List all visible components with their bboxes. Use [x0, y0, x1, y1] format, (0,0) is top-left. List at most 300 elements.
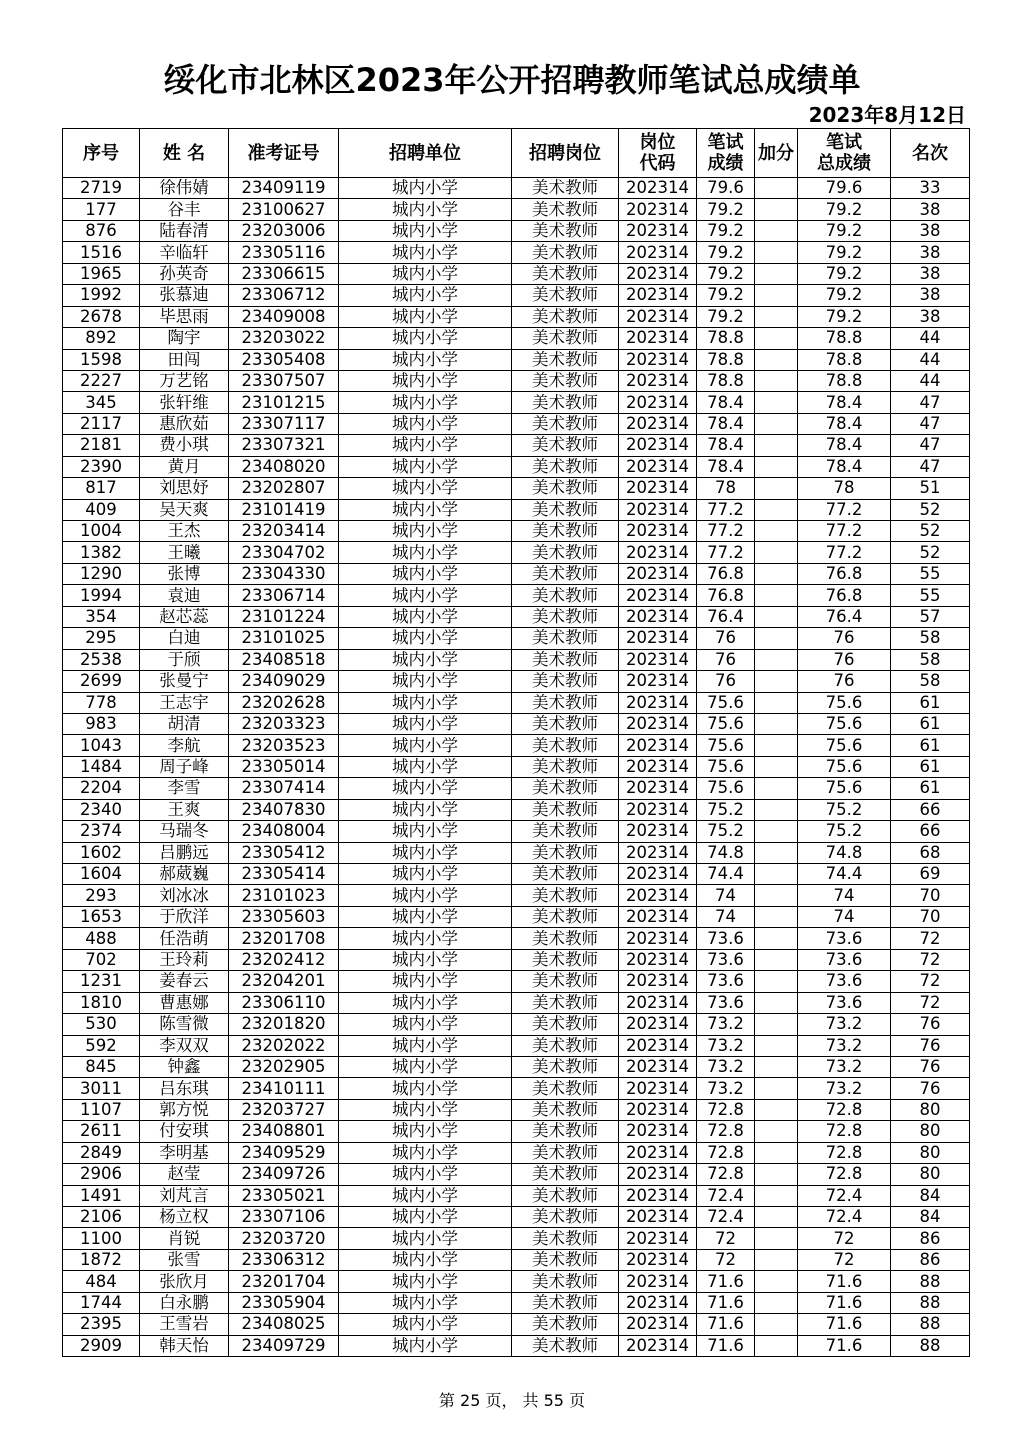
cell-total-score: 74.4 [798, 864, 891, 885]
cell-name: 周子峰 [140, 756, 229, 777]
table-row [63, 671, 970, 692]
cell-position: 美术教师 [512, 649, 619, 670]
cell-position: 美术教师 [512, 478, 619, 499]
cell-position: 美术教师 [512, 285, 619, 306]
cell-bonus [755, 1035, 798, 1056]
cell-serial: 1231 [63, 971, 140, 992]
cell-serial: 1516 [63, 242, 140, 263]
cell-written-score: 78.8 [697, 328, 755, 349]
cell-serial: 295 [63, 628, 140, 649]
cell-employer: 城内小学 [339, 1164, 512, 1185]
cell-written-score: 74.8 [697, 842, 755, 863]
cell-serial: 1484 [63, 756, 140, 777]
cell-serial: 345 [63, 392, 140, 413]
cell-name: 徐伟婧 [140, 178, 229, 199]
cell-serial: 409 [63, 499, 140, 520]
cell-position: 美术教师 [512, 1314, 619, 1335]
cell-exam-id: 23203727 [229, 1099, 339, 1120]
cell-position: 美术教师 [512, 756, 619, 777]
cell-position-code: 202314 [619, 1292, 697, 1313]
table-row [63, 1078, 970, 1099]
cell-bonus [755, 821, 798, 842]
cell-serial: 354 [63, 606, 140, 627]
cell-employer: 城内小学 [339, 735, 512, 756]
cell-rank: 38 [891, 263, 970, 284]
header-bonus: 加分 [755, 129, 798, 178]
cell-serial: 2181 [63, 435, 140, 456]
cell-name: 韩天怡 [140, 1335, 229, 1356]
cell-rank: 61 [891, 735, 970, 756]
cell-total-score: 75.6 [798, 756, 891, 777]
table-row [63, 756, 970, 777]
cell-position-code: 202314 [619, 992, 697, 1013]
cell-name: 钟鑫 [140, 1056, 229, 1077]
cell-position: 美术教师 [512, 735, 619, 756]
cell-total-score: 79.2 [798, 199, 891, 220]
cell-rank: 38 [891, 220, 970, 241]
cell-total-score: 78 [798, 478, 891, 499]
table-row [63, 649, 970, 670]
cell-rank: 58 [891, 628, 970, 649]
report-date: 2023年8月12日 [808, 103, 966, 127]
header-position-code: 岗位 代码 [619, 129, 697, 178]
cell-written-score: 74.4 [697, 864, 755, 885]
cell-serial: 2395 [63, 1314, 140, 1335]
cell-exam-id: 23307414 [229, 778, 339, 799]
cell-total-score: 78.8 [798, 328, 891, 349]
cell-written-score: 73.6 [697, 949, 755, 970]
cell-bonus [755, 1078, 798, 1099]
cell-name: 白迪 [140, 628, 229, 649]
cell-written-score: 73.2 [697, 1078, 755, 1099]
cell-employer: 城内小学 [339, 585, 512, 606]
cell-written-score: 79.6 [697, 178, 755, 199]
cell-employer: 城内小学 [339, 842, 512, 863]
cell-exam-id: 23203006 [229, 220, 339, 241]
cell-employer: 城内小学 [339, 521, 512, 542]
cell-total-score: 72 [798, 1228, 891, 1249]
cell-total-score: 75.6 [798, 692, 891, 713]
cell-position: 美术教师 [512, 435, 619, 456]
cell-bonus [755, 199, 798, 220]
cell-serial: 1382 [63, 542, 140, 563]
cell-employer: 城内小学 [339, 1335, 512, 1356]
cell-employer: 城内小学 [339, 928, 512, 949]
cell-exam-id: 23408518 [229, 649, 339, 670]
cell-written-score: 73.2 [697, 1035, 755, 1056]
table-row [63, 864, 970, 885]
cell-employer: 城内小学 [339, 178, 512, 199]
cell-written-score: 75.6 [697, 692, 755, 713]
cell-serial: 3011 [63, 1078, 140, 1099]
cell-bonus [755, 499, 798, 520]
cell-employer: 城内小学 [339, 649, 512, 670]
cell-written-score: 72 [697, 1249, 755, 1270]
cell-name: 张欣月 [140, 1271, 229, 1292]
header-name: 姓 名 [140, 129, 229, 178]
cell-employer: 城内小学 [339, 456, 512, 477]
cell-written-score: 79.2 [697, 306, 755, 327]
cell-serial: 2227 [63, 370, 140, 391]
table-row [63, 542, 970, 563]
cell-position-code: 202314 [619, 263, 697, 284]
cell-total-score: 75.6 [798, 713, 891, 734]
cell-position-code: 202314 [619, 1056, 697, 1077]
cell-rank: 88 [891, 1271, 970, 1292]
cell-exam-id: 23202022 [229, 1035, 339, 1056]
cell-name: 杨立权 [140, 1207, 229, 1228]
cell-rank: 58 [891, 649, 970, 670]
cell-bonus [755, 1228, 798, 1249]
cell-name: 马瑞冬 [140, 821, 229, 842]
cell-bonus [755, 349, 798, 370]
cell-rank: 38 [891, 306, 970, 327]
table-row [63, 1035, 970, 1056]
cell-total-score: 76.8 [798, 563, 891, 584]
cell-total-score: 76.4 [798, 606, 891, 627]
cell-employer: 城内小学 [339, 1099, 512, 1120]
cell-serial: 2106 [63, 1207, 140, 1228]
cell-serial: 293 [63, 885, 140, 906]
cell-serial: 2611 [63, 1121, 140, 1142]
table-row [63, 799, 970, 820]
cell-serial: 177 [63, 199, 140, 220]
cell-total-score: 77.2 [798, 542, 891, 563]
cell-position-code: 202314 [619, 1335, 697, 1356]
cell-rank: 88 [891, 1292, 970, 1313]
cell-exam-id: 23202905 [229, 1056, 339, 1077]
cell-total-score: 75.6 [798, 735, 891, 756]
cell-position-code: 202314 [619, 1249, 697, 1270]
cell-serial: 1810 [63, 992, 140, 1013]
cell-position-code: 202314 [619, 242, 697, 263]
cell-name: 辛临轩 [140, 242, 229, 263]
cell-serial: 1004 [63, 521, 140, 542]
cell-employer: 城内小学 [339, 949, 512, 970]
cell-written-score: 75.6 [697, 735, 755, 756]
cell-rank: 72 [891, 949, 970, 970]
cell-name: 王曦 [140, 542, 229, 563]
cell-rank: 76 [891, 1078, 970, 1099]
cell-rank: 38 [891, 285, 970, 306]
cell-position: 美术教师 [512, 842, 619, 863]
cell-total-score: 78.4 [798, 456, 891, 477]
cell-name: 万艺铭 [140, 370, 229, 391]
cell-written-score: 73.6 [697, 928, 755, 949]
cell-position: 美术教师 [512, 1249, 619, 1270]
cell-rank: 68 [891, 842, 970, 863]
cell-serial: 2204 [63, 778, 140, 799]
cell-position: 美术教师 [512, 542, 619, 563]
cell-bonus [755, 842, 798, 863]
table-row [63, 1207, 970, 1228]
cell-total-score: 79.2 [798, 220, 891, 241]
table-row [63, 1249, 970, 1270]
cell-bonus [755, 242, 798, 263]
cell-exam-id: 23408020 [229, 456, 339, 477]
table-row [63, 370, 970, 391]
cell-exam-id: 23409726 [229, 1164, 339, 1185]
cell-name: 黄月 [140, 456, 229, 477]
cell-bonus [755, 1292, 798, 1313]
cell-written-score: 78 [697, 478, 755, 499]
cell-exam-id: 23202807 [229, 478, 339, 499]
cell-name: 张曼宁 [140, 671, 229, 692]
cell-exam-id: 23201704 [229, 1271, 339, 1292]
cell-bonus [755, 435, 798, 456]
cell-position: 美术教师 [512, 1207, 619, 1228]
cell-total-score: 79.2 [798, 285, 891, 306]
table-row [63, 456, 970, 477]
table-row [63, 928, 970, 949]
cell-employer: 城内小学 [339, 242, 512, 263]
cell-exam-id: 23101215 [229, 392, 339, 413]
cell-employer: 城内小学 [339, 1207, 512, 1228]
cell-total-score: 76 [798, 628, 891, 649]
cell-written-score: 74 [697, 906, 755, 927]
cell-written-score: 73.6 [697, 992, 755, 1013]
cell-exam-id: 23306615 [229, 263, 339, 284]
cell-total-score: 76 [798, 671, 891, 692]
cell-position-code: 202314 [619, 735, 697, 756]
cell-position: 美术教师 [512, 370, 619, 391]
cell-position-code: 202314 [619, 778, 697, 799]
cell-rank: 70 [891, 885, 970, 906]
cell-position: 美术教师 [512, 306, 619, 327]
cell-total-score: 71.6 [798, 1314, 891, 1335]
cell-exam-id: 23203414 [229, 521, 339, 542]
cell-employer: 城内小学 [339, 1228, 512, 1249]
cell-employer: 城内小学 [339, 885, 512, 906]
cell-position-code: 202314 [619, 1185, 697, 1206]
table-row [63, 992, 970, 1013]
cell-position-code: 202314 [619, 1035, 697, 1056]
cell-name: 肖锐 [140, 1228, 229, 1249]
cell-employer: 城内小学 [339, 542, 512, 563]
cell-exam-id: 23307507 [229, 370, 339, 391]
cell-position: 美术教师 [512, 499, 619, 520]
cell-name: 白永鹏 [140, 1292, 229, 1313]
cell-name: 孙英奇 [140, 263, 229, 284]
cell-total-score: 73.2 [798, 1014, 891, 1035]
cell-rank: 84 [891, 1185, 970, 1206]
cell-serial: 1994 [63, 585, 140, 606]
cell-employer: 城内小学 [339, 628, 512, 649]
cell-bonus [755, 1099, 798, 1120]
cell-name: 王杰 [140, 521, 229, 542]
cell-rank: 47 [891, 392, 970, 413]
cell-written-score: 76 [697, 628, 755, 649]
cell-position-code: 202314 [619, 928, 697, 949]
cell-position-code: 202314 [619, 306, 697, 327]
cell-written-score: 73.6 [697, 971, 755, 992]
cell-serial: 1598 [63, 349, 140, 370]
cell-rank: 80 [891, 1164, 970, 1185]
cell-serial: 2374 [63, 821, 140, 842]
cell-exam-id: 23409029 [229, 671, 339, 692]
cell-position-code: 202314 [619, 199, 697, 220]
table-row [63, 499, 970, 520]
cell-position-code: 202314 [619, 478, 697, 499]
cell-exam-id: 23201820 [229, 1014, 339, 1035]
cell-position: 美术教师 [512, 521, 619, 542]
cell-employer: 城内小学 [339, 1121, 512, 1142]
cell-position: 美术教师 [512, 328, 619, 349]
cell-name: 费小琪 [140, 435, 229, 456]
cell-bonus [755, 585, 798, 606]
cell-employer: 城内小学 [339, 906, 512, 927]
cell-employer: 城内小学 [339, 1078, 512, 1099]
cell-rank: 80 [891, 1099, 970, 1120]
cell-exam-id: 23307117 [229, 413, 339, 434]
cell-serial: 2340 [63, 799, 140, 820]
cell-name: 张博 [140, 563, 229, 584]
cell-name: 吕东琪 [140, 1078, 229, 1099]
cell-position: 美术教师 [512, 242, 619, 263]
cell-position-code: 202314 [619, 328, 697, 349]
cell-exam-id: 23101224 [229, 606, 339, 627]
cell-bonus [755, 906, 798, 927]
cell-employer: 城内小学 [339, 992, 512, 1013]
cell-employer: 城内小学 [339, 799, 512, 820]
cell-bonus [755, 1271, 798, 1292]
cell-position-code: 202314 [619, 1271, 697, 1292]
cell-employer: 城内小学 [339, 263, 512, 284]
table-row [63, 585, 970, 606]
cell-position: 美术教师 [512, 628, 619, 649]
cell-position-code: 202314 [619, 456, 697, 477]
cell-position: 美术教师 [512, 1228, 619, 1249]
cell-name: 任浩萌 [140, 928, 229, 949]
cell-position-code: 202314 [619, 713, 697, 734]
cell-exam-id: 23305408 [229, 349, 339, 370]
cell-employer: 城内小学 [339, 478, 512, 499]
cell-bonus [755, 1185, 798, 1206]
cell-position: 美术教师 [512, 1056, 619, 1077]
cell-exam-id: 23410111 [229, 1078, 339, 1099]
cell-written-score: 71.6 [697, 1335, 755, 1356]
cell-exam-id: 23306110 [229, 992, 339, 1013]
cell-rank: 44 [891, 370, 970, 391]
cell-position: 美术教师 [512, 220, 619, 241]
cell-total-score: 79.2 [798, 263, 891, 284]
cell-written-score: 72.8 [697, 1099, 755, 1120]
cell-written-score: 76 [697, 649, 755, 670]
table-row [63, 349, 970, 370]
cell-written-score: 71.6 [697, 1271, 755, 1292]
table-row [63, 1335, 970, 1356]
cell-exam-id: 23409008 [229, 306, 339, 327]
cell-position: 美术教师 [512, 1078, 619, 1099]
cell-total-score: 78.4 [798, 435, 891, 456]
cell-rank: 44 [891, 328, 970, 349]
cell-position: 美术教师 [512, 1014, 619, 1035]
cell-bonus [755, 649, 798, 670]
table-header-row [63, 129, 970, 178]
cell-position: 美术教师 [512, 864, 619, 885]
cell-bonus [755, 478, 798, 499]
table-row [63, 1271, 970, 1292]
cell-rank: 52 [891, 521, 970, 542]
cell-rank: 47 [891, 435, 970, 456]
cell-rank: 86 [891, 1228, 970, 1249]
cell-serial: 2849 [63, 1142, 140, 1163]
cell-written-score: 78.4 [697, 435, 755, 456]
cell-total-score: 71.6 [798, 1292, 891, 1313]
cell-exam-id: 23101025 [229, 628, 339, 649]
cell-position: 美术教师 [512, 1035, 619, 1056]
cell-total-score: 79.6 [798, 178, 891, 199]
cell-position: 美术教师 [512, 1099, 619, 1120]
cell-written-score: 79.2 [697, 220, 755, 241]
cell-position-code: 202314 [619, 1121, 697, 1142]
cell-rank: 80 [891, 1142, 970, 1163]
cell-employer: 城内小学 [339, 349, 512, 370]
cell-serial: 778 [63, 692, 140, 713]
cell-total-score: 78.4 [798, 413, 891, 434]
table-row [63, 885, 970, 906]
cell-name: 毕思雨 [140, 306, 229, 327]
cell-position-code: 202314 [619, 864, 697, 885]
cell-employer: 城内小学 [339, 671, 512, 692]
table-row [63, 328, 970, 349]
cell-position-code: 202314 [619, 521, 697, 542]
cell-exam-id: 23304702 [229, 542, 339, 563]
cell-employer: 城内小学 [339, 756, 512, 777]
cell-position: 美术教师 [512, 1164, 619, 1185]
cell-employer: 城内小学 [339, 1185, 512, 1206]
table-row [63, 628, 970, 649]
cell-written-score: 77.2 [697, 542, 755, 563]
cell-name: 陶宇 [140, 328, 229, 349]
cell-name: 刘思妤 [140, 478, 229, 499]
cell-exam-id: 23101419 [229, 499, 339, 520]
cell-serial: 1653 [63, 906, 140, 927]
cell-employer: 城内小学 [339, 1271, 512, 1292]
cell-total-score: 73.2 [798, 1035, 891, 1056]
table-body [63, 178, 970, 1357]
cell-exam-id: 23305603 [229, 906, 339, 927]
cell-exam-id: 23305414 [229, 864, 339, 885]
cell-rank: 61 [891, 778, 970, 799]
cell-written-score: 76 [697, 671, 755, 692]
cell-rank: 66 [891, 821, 970, 842]
cell-exam-id: 23304330 [229, 563, 339, 584]
cell-total-score: 73.2 [798, 1078, 891, 1099]
cell-serial: 2390 [63, 456, 140, 477]
cell-bonus [755, 328, 798, 349]
cell-exam-id: 23202412 [229, 949, 339, 970]
cell-exam-id: 23307321 [229, 435, 339, 456]
cell-rank: 66 [891, 799, 970, 820]
cell-rank: 55 [891, 563, 970, 584]
cell-serial: 2909 [63, 1335, 140, 1356]
cell-position: 美术教师 [512, 1121, 619, 1142]
cell-bonus [755, 1142, 798, 1163]
cell-rank: 38 [891, 199, 970, 220]
cell-total-score: 73.2 [798, 1056, 891, 1077]
cell-rank: 58 [891, 671, 970, 692]
cell-position-code: 202314 [619, 499, 697, 520]
cell-bonus [755, 563, 798, 584]
cell-total-score: 74 [798, 885, 891, 906]
cell-position: 美术教师 [512, 778, 619, 799]
cell-name: 刘冰冰 [140, 885, 229, 906]
cell-written-score: 77.2 [697, 521, 755, 542]
cell-written-score: 73.2 [697, 1056, 755, 1077]
cell-serial: 2117 [63, 413, 140, 434]
cell-employer: 城内小学 [339, 1249, 512, 1270]
